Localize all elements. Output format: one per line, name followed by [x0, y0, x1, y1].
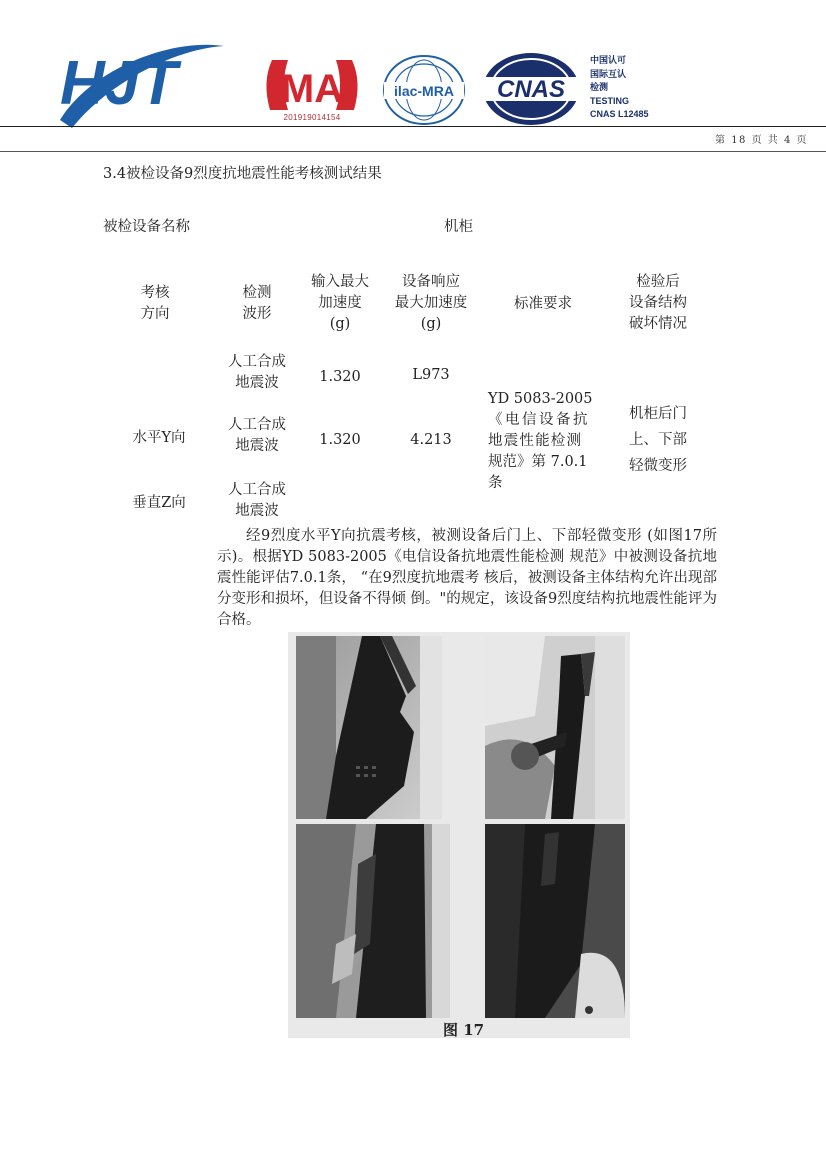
hjt-logo	[52, 28, 232, 134]
header-text: 考核	[140, 285, 170, 301]
svg-text:CNAS: CNAS	[496, 76, 566, 103]
cell-text: 规范》第 7.0.1	[488, 454, 588, 470]
cnas-line: 国际互认	[590, 68, 627, 79]
svg-text:ilac-MRA: ilac-MRA	[394, 83, 454, 99]
header-text: 最大加速度	[394, 295, 468, 311]
header-text: 波形	[242, 306, 272, 322]
cell-text: 地震波	[235, 375, 279, 391]
header-divider	[0, 126, 826, 127]
photo-door-top-left	[296, 636, 442, 819]
cnas-line: 中国认可	[590, 55, 627, 65]
header-text: 检测	[242, 285, 272, 301]
conclusion-text: 经9烈度水平Y向抗震考核，被测设备后门上、下部轻微变形 (如图17所示)。根据YD 5083-2005《电信设备抗地震性能检测 规范》中被测设备抗地震性能评估7.0.1条， “在9烈度抗地震考 核后，被测设备主体结构允许出现部分变形和损坏，但设备不得倾 倒。"的规定，该设备9烈度结构抗地震性能评为合格。	[217, 528, 717, 628]
cnas-line: CNAS L12485	[590, 109, 649, 119]
conclusion-paragraph	[217, 526, 717, 631]
standard-requirement	[488, 389, 599, 494]
cell-text: 地震波	[235, 438, 279, 454]
header-text: 破坏情况	[629, 316, 687, 332]
cell-text: 条	[488, 475, 503, 491]
header-damage	[614, 272, 702, 335]
cell-text: 上、下部	[629, 432, 687, 448]
row2-waveform	[216, 415, 298, 457]
cell-text: 轻微变形	[629, 458, 687, 474]
header-text: 方向	[140, 306, 170, 322]
header-text: 设备响应	[402, 274, 460, 290]
photo-door-bottom-right	[485, 824, 625, 1018]
row1-response-acceleration: L973	[412, 367, 450, 383]
row2-response-acceleration: 4.213	[410, 432, 452, 448]
header-text: (g)	[329, 316, 351, 332]
section-title: 3.4被检设备9烈度抗地震性能考核测试结果	[103, 166, 382, 182]
structural-damage	[614, 401, 702, 479]
svg-text:HJT: HJT	[60, 49, 178, 118]
figure-17-photos	[288, 632, 630, 1038]
cell-text: 地震波	[235, 503, 279, 519]
cnas-logo	[480, 50, 582, 128]
cnas-line: 检测	[590, 82, 609, 92]
page-number: 第 18 页 共 4 页	[715, 135, 808, 146]
header-divider	[0, 151, 826, 152]
header-standard: 标准要求	[514, 296, 572, 312]
row3-waveform	[216, 480, 298, 522]
device-name-value: 机柜	[444, 219, 473, 235]
photo-door-top-right	[485, 636, 625, 819]
cma-certificate-number: 201919014154	[283, 113, 341, 122]
row2-direction: 水平Y向	[132, 430, 186, 446]
cell-text: YD 5083-2005	[488, 391, 593, 407]
cell-text: 人工合成	[228, 417, 286, 433]
header-text: (g)	[420, 316, 442, 332]
figure-caption: 图 17	[443, 1021, 485, 1039]
device-name-label: 被检设备名称	[103, 219, 190, 235]
header-direction	[118, 283, 192, 325]
cnas-accreditation-text	[590, 54, 649, 122]
header-waveform	[222, 283, 292, 325]
cell-text: 人工合成	[228, 354, 286, 370]
row1-input-acceleration: 1.320	[319, 369, 361, 385]
cell-text: 《电信设备抗	[488, 412, 590, 428]
header-text: 输入最大	[311, 274, 369, 290]
header-text: 加速度	[318, 295, 362, 311]
ilac-mra-logo	[378, 52, 470, 128]
photo-door-bottom-left	[296, 824, 450, 1018]
header-text: 设备结构	[629, 295, 687, 311]
row1-waveform	[216, 352, 298, 394]
header-text: 检验后	[636, 274, 680, 290]
svg-text:MA: MA	[280, 67, 344, 111]
header-response-acceleration	[384, 272, 478, 335]
row3-direction: 垂直Z向	[132, 495, 186, 511]
cell-text: 机柜后门	[629, 406, 687, 422]
cell-text: 人工合成	[228, 482, 286, 498]
report-header	[0, 0, 826, 150]
cnas-line: TESTING	[590, 95, 630, 106]
cell-text: 地震性能检测	[488, 433, 583, 449]
header-input-acceleration	[302, 272, 378, 335]
row2-input-acceleration: 1.320	[319, 432, 361, 448]
